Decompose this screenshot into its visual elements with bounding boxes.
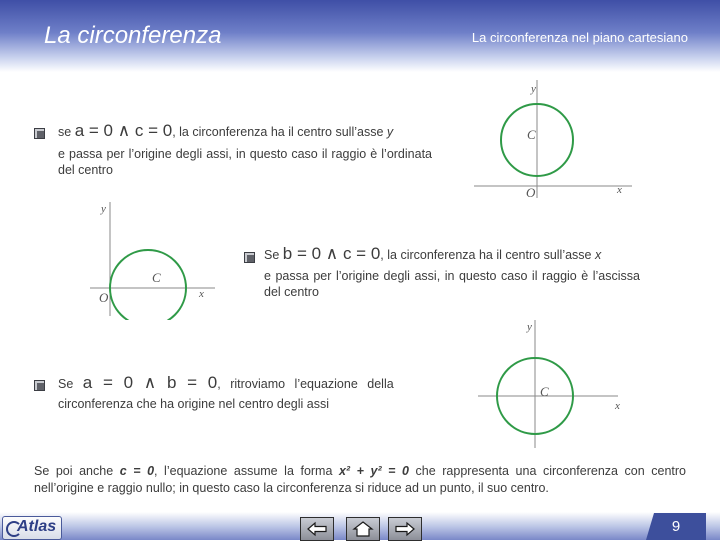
slide-title: La circonferenza <box>44 22 222 49</box>
y-label: y <box>527 321 532 333</box>
center-label: C <box>152 270 161 285</box>
note-text: che rappresenta una circonferenza con centro nell’origine e raggio nullo; in questo caso la circonferenza si riduce ad un punto, il suo centro. <box>34 464 686 495</box>
x-label: x <box>199 288 204 300</box>
bullet-2-prefix: Se <box>264 248 280 262</box>
bullet-3-prefix: Se <box>58 377 74 391</box>
center-label: C <box>540 384 549 399</box>
bullet-1-math: a = 0 ∧ c = 0 <box>74 121 173 140</box>
arrow-right-icon <box>393 520 417 538</box>
home-button[interactable] <box>346 517 380 541</box>
bullet-2-text: , la circonferenza ha il centro sull’asse <box>380 248 595 262</box>
bullet-2-var: x <box>594 248 602 262</box>
diagram-center-at-origin <box>478 316 638 450</box>
center-label: C <box>527 127 536 142</box>
bullet-2-math: b = 0 ∧ c = 0 <box>282 244 381 263</box>
bullet-1-prefix: se <box>58 125 72 139</box>
previous-button[interactable] <box>300 517 334 541</box>
closing-note <box>34 463 686 497</box>
bullet-1-line <box>58 123 438 140</box>
arrow-left-icon <box>305 520 329 538</box>
note-equation-2: x² + y² = 0 <box>338 464 409 478</box>
bullet-icon <box>34 128 45 139</box>
origin-label: O <box>99 290 109 305</box>
x-label: x <box>615 400 620 412</box>
note-text: Se poi anche <box>34 464 120 478</box>
page-number: 9 <box>671 518 681 535</box>
bullet-1-text: , la circonferenza ha il centro sull’asse <box>172 125 387 139</box>
bullet-3-line <box>58 375 434 392</box>
bullet-icon <box>244 252 255 263</box>
bullet-2-continuation: e passa per l’origine degli assi, in questo caso il raggio è l’ascissa del centro <box>264 269 640 299</box>
bullet-icon <box>34 380 45 391</box>
diagram-center-on-y <box>474 78 644 202</box>
note-equation-1: c = 0 <box>119 464 155 478</box>
bullet-1-var: y <box>386 125 394 139</box>
logo-text: Atlas <box>17 518 57 535</box>
origin-label: O <box>526 185 536 200</box>
y-label: y <box>531 83 536 95</box>
slide-subtitle: La circonferenza nel piano cartesiano <box>471 30 688 45</box>
circle <box>110 250 186 320</box>
y-label: y <box>101 203 106 215</box>
bullet-1-continuation: e passa per l’origine degli assi, in questo caso il raggio è l’ordinata del centro <box>58 147 432 177</box>
home-icon <box>351 520 375 538</box>
note-text: , l’equazione assume la forma <box>154 464 339 478</box>
diagram-center-on-x <box>90 196 220 320</box>
bullet-3-text: , ritroviamo l’equazione della <box>217 377 394 391</box>
bullet-2-line <box>264 246 684 263</box>
x-label: x <box>617 184 622 196</box>
header-band <box>0 0 720 72</box>
atlas-logo <box>2 516 62 540</box>
next-button[interactable] <box>388 517 422 541</box>
bullet-3-continuation: circonferenza che ha origine nel centro degli assi <box>58 397 329 411</box>
bullet-3-math: a = 0 ∧ b = 0 <box>82 373 218 392</box>
